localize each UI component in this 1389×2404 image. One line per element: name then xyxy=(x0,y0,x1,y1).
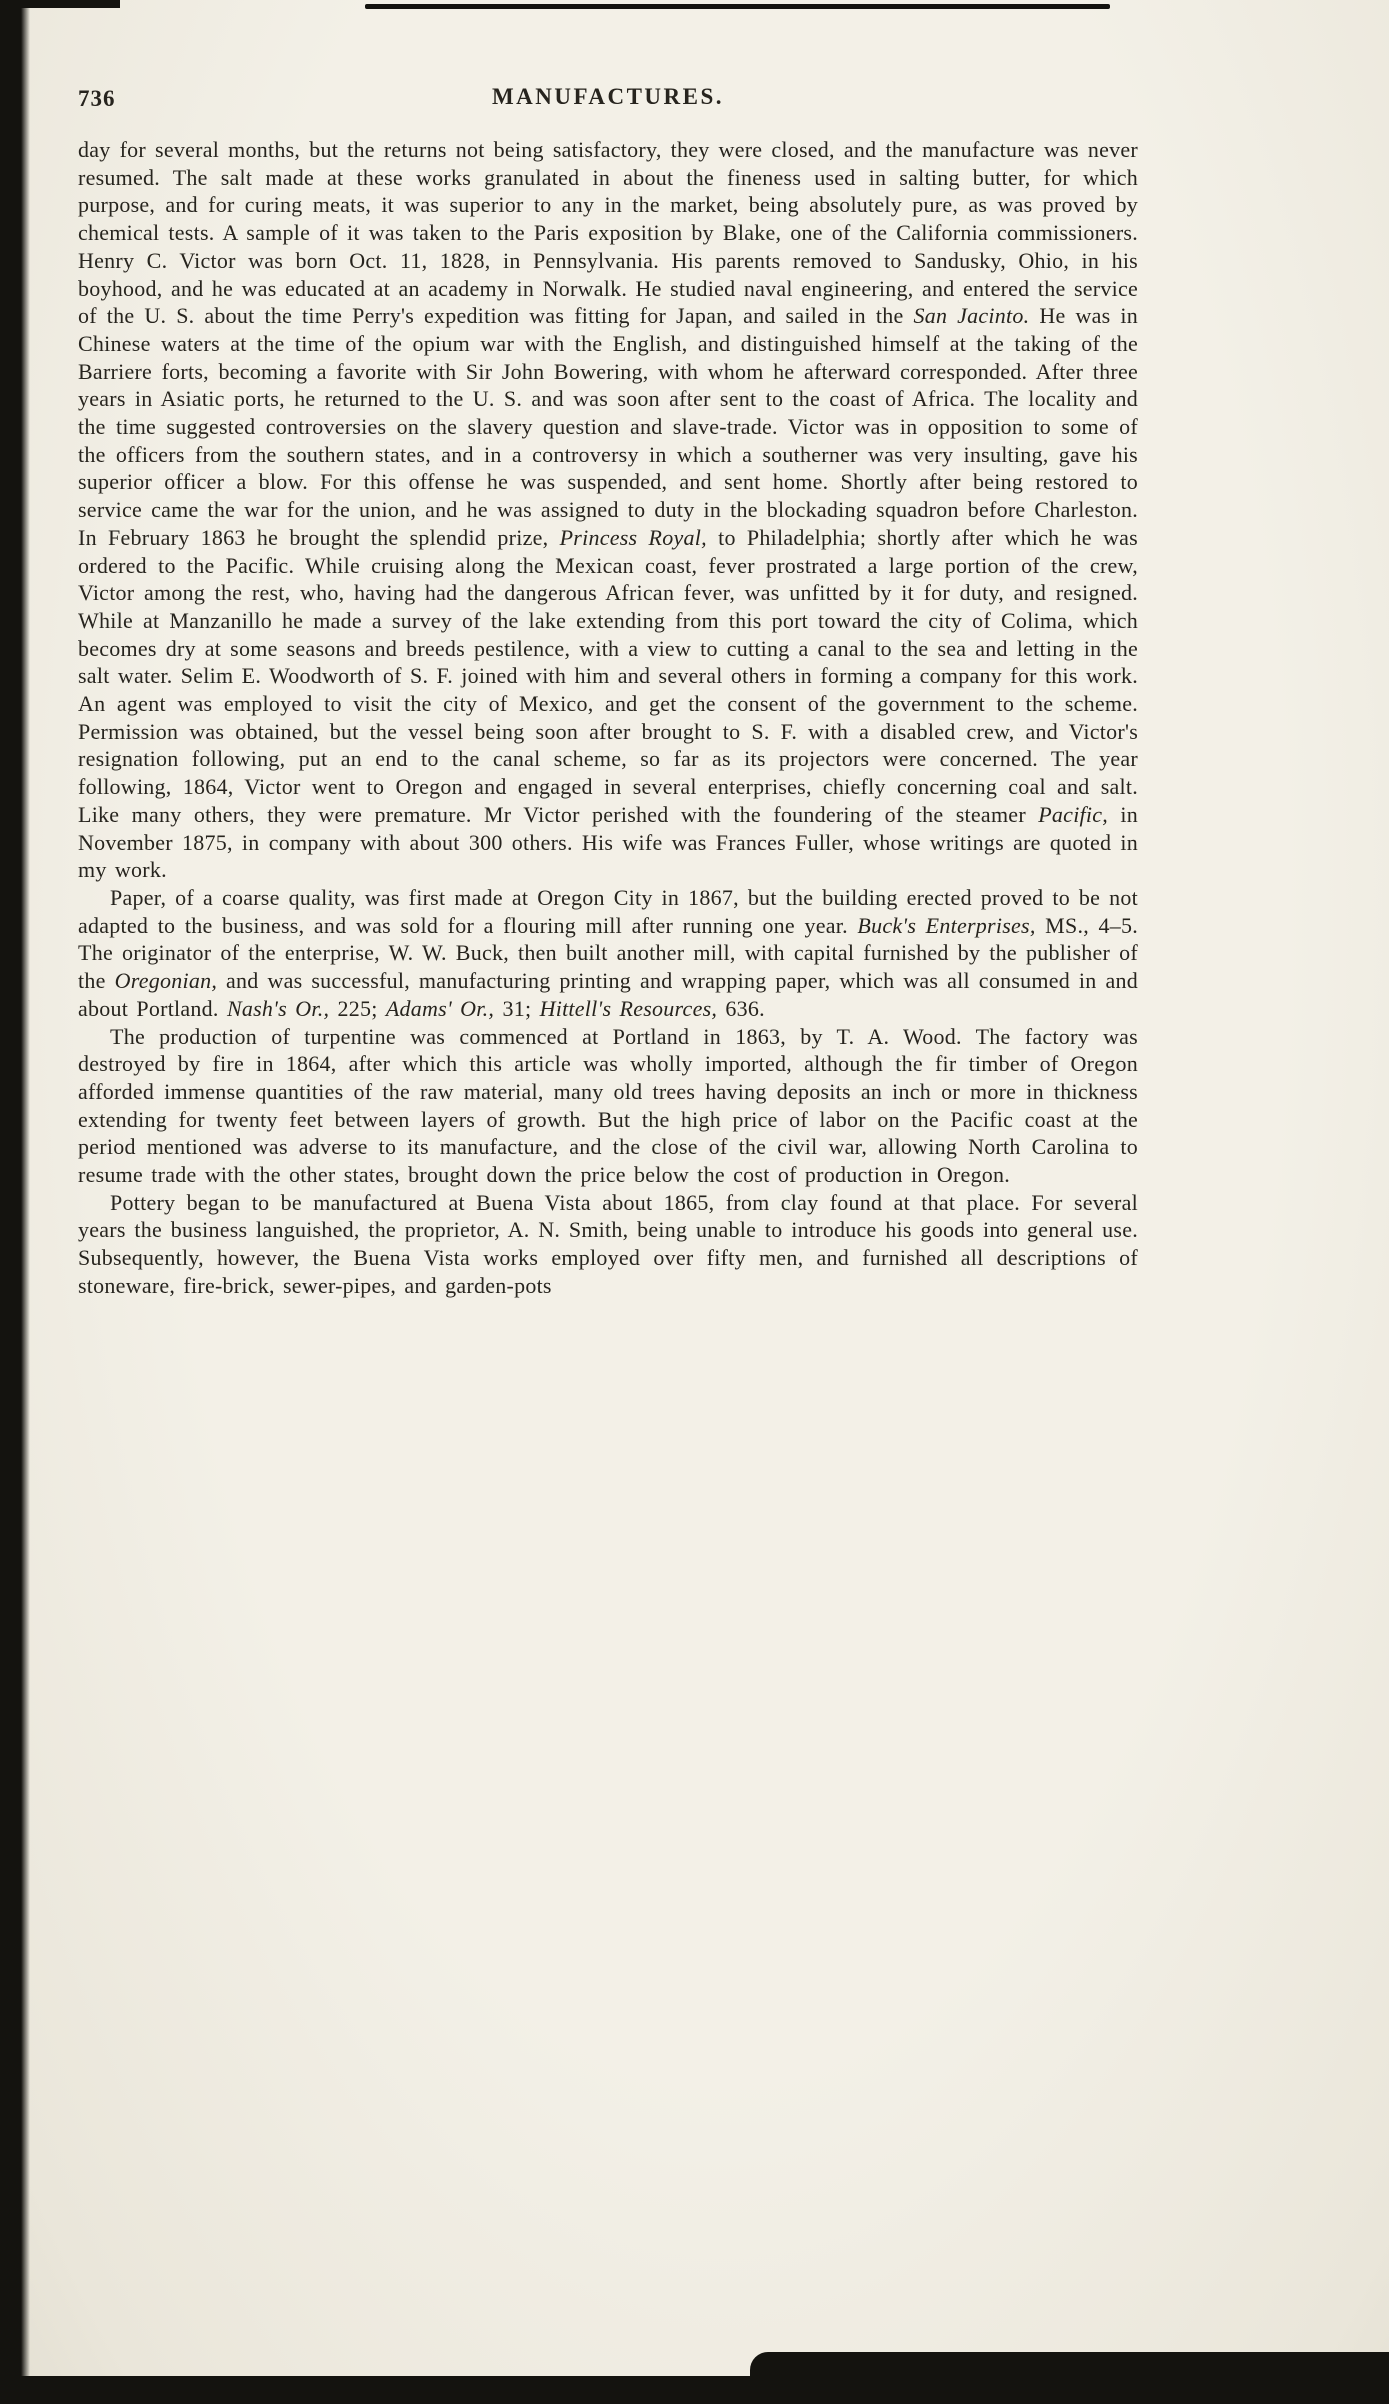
page-header xyxy=(78,84,1138,116)
text-segment: and was successful, manufacturing printing and wrapping paper, which was all consumed in and about Portland. xyxy=(78,968,1138,1021)
italic-text-segment: Oregonian, xyxy=(114,968,218,994)
paragraph-1 xyxy=(78,136,1138,884)
italic-text-segment: Nash's Or., xyxy=(226,995,330,1021)
scan-edge-bottom xyxy=(0,2376,1389,2404)
page-number: 736 xyxy=(78,86,116,111)
text-segment: 31; xyxy=(494,995,540,1021)
paragraph-4 xyxy=(78,1189,1138,1300)
italic-text-segment: Pacific, xyxy=(1038,801,1109,827)
running-title: MANUFACTURES. xyxy=(491,84,725,109)
italic-text-segment: San Jacinto. xyxy=(913,303,1030,329)
paragraph-2 xyxy=(78,884,1138,1023)
text-segment: He was in Chinese waters at the time of the opium war with the English, and distinguished himself at the taking of the Barriere forts, becoming a favorite with Sir John Bowering, with whom he afterward corresponded. After three years in Asiatic ports, he returned to the U. S. and was soon after sent to the coast of Africa. The locality and the time suggested controversies on the slavery question and slave-trade. Victor was in opposition to some of the officers from the southern states, and in a controversy in which a southerner was very insulting, gave his superior officer a blow. For this offense he was suspended, and sent home. Shortly after being restored to service came the war for the union, and he was assigned to duty in the blockading squadron before Charleston. In February 1863 he brought the splendid prize, xyxy=(78,303,1139,550)
scan-edge-left xyxy=(0,0,30,2404)
text-block xyxy=(78,136,1138,1300)
italic-text-segment: Hittell's Resources, xyxy=(539,995,718,1021)
text-segment: to Philadelphia; shortly after which he was ordered to the Pacific. While cruising along the Mexican coast, fever prostrated a large portion of the crew, Victor among the rest, who, having had the dangerous African fever, was unfitted by it for duty, and resigned. While at Manzanillo he made a survey of the lake extending from this port toward the city of Colima, which becomes dry at some seasons and breeds pestilence, with a view to cutting a canal to the sea and letting in the salt water. Selim E. Woodworth of S. F. joined with him and several others in forming a company for this work. An agent was employed to visit the city of Mexico, and get the consent of the government to the scheme. Permission was obtained, but the vessel being soon after brought to S. F. with a disabled crew, and Victor's resignation following, put an end to the canal scheme, so far as its projectors were concerned. The year following, 1864, Victor went to Oregon and engaged in several enterprises, chiefly concerning coal and salt. Like many others, they were premature. Mr Victor perished with the foundering of the steamer xyxy=(78,524,1138,827)
text-segment: MS., 4–5. The originator of the enterprise, W. W. Buck, then built another mill, with capital furnished by the publisher of the xyxy=(78,912,1138,994)
italic-text-segment: Buck's Enterprises, xyxy=(857,912,1036,938)
text-segment: Paper, of a coarse quality, was first made at Oregon City in 1867, but the building erected proved to be not adapted to the business, and was sold for a flouring mill after running one year. xyxy=(78,884,1138,938)
text-segment: Pottery began to be manufactured at Buena Vista about 1865, from clay found at that place. For several years the business languished, the proprietor, A. N. Smith, being unable to introduce his goods into general use. Subsequently, however, the Buena Vista works employed over fifty men, and furnished all descriptions of stoneware, fire-brick, sewer-pipes, and garden-pots xyxy=(78,1189,1138,1298)
italic-text-segment: Adams' Or., xyxy=(385,995,495,1021)
text-segment: 636. xyxy=(717,995,765,1021)
text-segment: 225; xyxy=(329,995,386,1021)
paragraph-3 xyxy=(78,1023,1138,1189)
text-segment: day for several months, but the returns not being satisfactory, they were closed, and the manufacture was never resumed. The salt made at these works granulated in about the fineness used in salting butter, for which purpose, and for curing meats, it was superior to any in the market, being absolutely pure, as was proved by chemical tests. A sample of it was taken to the Paris exposition by Blake, one of the California commissioners. Henry C. Victor was born Oct. 11, 1828, in Pennsylvania. His parents removed to Sandusky, Ohio, in his boyhood, and he was educated at an academy in Norwalk. He studied naval engineering, and entered the service of the U. S. about the time Perry's expedition was fitting for Japan, and sailed in the xyxy=(78,137,1138,329)
scan-edge-top-corner xyxy=(0,0,120,8)
italic-text-segment: Princess Royal, xyxy=(559,524,707,550)
text-segment: in November 1875, in company with about 300 others. His wife was Frances Fuller, whose writings are quoted in my work. xyxy=(78,801,1138,883)
scan-edge-top xyxy=(365,4,1110,9)
text-segment: The production of turpentine was commenced at Portland in 1863, by T. A. Wood. The factory was destroyed by fire in 1864, after which this article was wholly imported, although the fir timber of Oregon afforded immense quantities of the raw material, many old trees having deposits an inch or more in thickness extending for twenty feet between layers of growth. But the high price of labor on the Pacific coast at the period mentioned was adverse to its manufacture, and the close of the civil war, allowing North Carolina to resume trade with the other states, brought down the price below the cost of production in Oregon. xyxy=(78,1023,1138,1188)
